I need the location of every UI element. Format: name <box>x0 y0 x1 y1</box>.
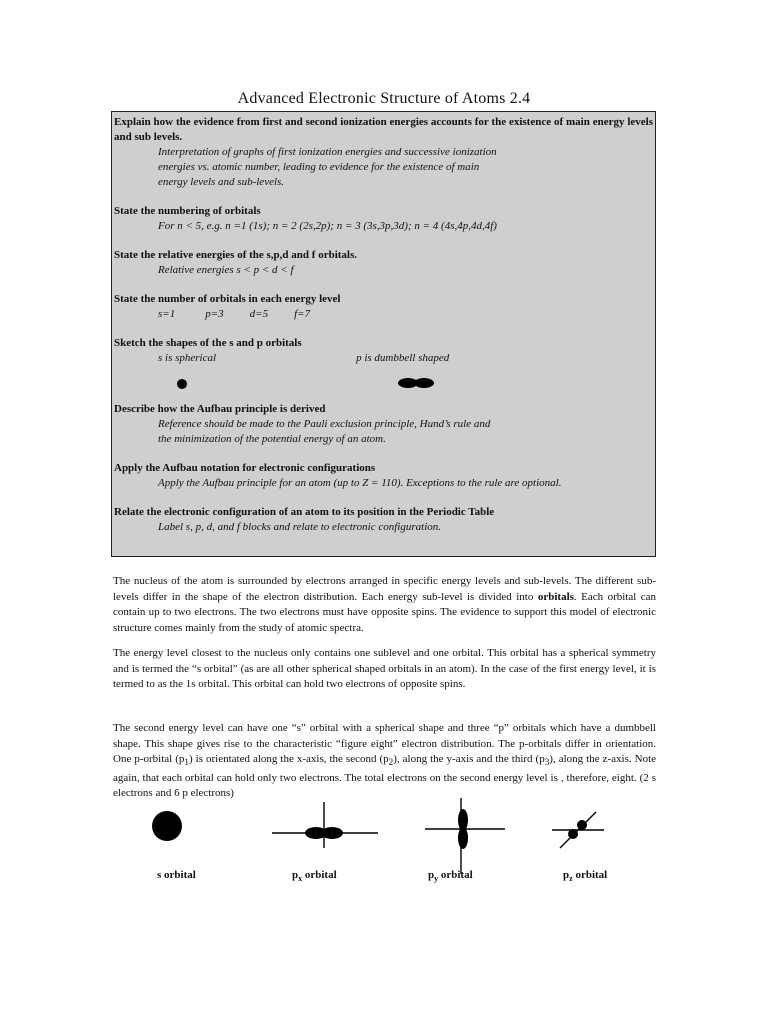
objective-answer: Apply the Aufbau principle for an atom (up to Z = 110). Exceptions to the rule are optional. <box>158 477 562 489</box>
s-orbital-label: s orbital <box>157 869 196 881</box>
paragraph-text: ) is orientated along the x-axis, the second (p <box>188 753 389 765</box>
subscript: 2 <box>388 757 394 768</box>
objective-answer: For n < 5, e.g. n =1 (1s); n = 2 (2s,2p); n = 3 (3s,3p,3d); n = 4 (4s,4p,4d,4f) <box>158 220 497 232</box>
count-p: p=3 <box>205 308 224 320</box>
orbital-counts <box>114 307 653 322</box>
label-subscript: y <box>434 874 439 884</box>
count-d: d=5 <box>249 308 269 320</box>
label-rest: orbital <box>302 869 337 881</box>
objective-question: Sketch the shapes of the s and p orbitals <box>114 337 302 349</box>
label-rest: orbital <box>572 869 608 881</box>
px-orbital-label <box>292 869 337 883</box>
label-rest: orbital <box>438 869 473 881</box>
paragraph-text: The energy level closest to the nucleus only contains one sublevel and one orbital. This orbital has a spherical symmetry and is termed the “s orbital” (as are all other spherical shaped orbitals in an atom). In the case of the first energy level, it is termed to as the 1s orbital. This orbital can hold two electrons of opposite spins. <box>113 647 656 690</box>
label-subscript: z <box>569 874 573 884</box>
px-orbital-diagram <box>270 800 380 850</box>
subscript: 3 <box>544 757 550 768</box>
objectives-box <box>111 111 656 557</box>
pz-orbital-diagram <box>550 808 610 852</box>
objective-answer: Reference should be made to the Pauli exclusion principle, Hund’s rule and <box>158 418 491 430</box>
paragraph-orbitals <box>113 574 656 636</box>
objective-question: State the number of orbitals in each energy level <box>114 293 341 305</box>
p-orbital-sketch <box>397 376 437 392</box>
objective-question: Relate the electronic configuration of an atom to its position in the Periodic Table <box>114 506 495 518</box>
label-subscript: x <box>298 874 303 884</box>
objective-answer: energy levels and sub-levels. <box>158 176 285 188</box>
paragraph-text: The second energy level can have one “s” orbital with a spherical shape and three “p” orbitals which have a dumbbell shape. This shape gives rise to the characteristic “figure eight” electron distribution. The p-orbitals differ in orientation. One p-orbital (p <box>113 722 656 765</box>
paragraph-text: The nucleus of the atom is surrounded by electrons arranged in specific energy levels and sub-levels. The different sub-levels differ in the shape of the electron distribution. Each energy sub-level is divided into <box>113 575 656 603</box>
py-orbital-diagram <box>423 796 507 876</box>
paragraph-text: ), along the y-axis and the third (p <box>393 753 545 765</box>
count-s: s=1 <box>158 308 176 320</box>
page-title: Advanced Electronic Structure of Atoms 2.4 <box>237 90 531 107</box>
objective-question: State the numbering of orbitals <box>114 205 261 217</box>
paragraph-p-orbitals <box>113 721 656 802</box>
s-orbital-diagram <box>148 808 188 848</box>
py-orbital-label <box>428 869 473 883</box>
paragraph-s-orbital <box>113 646 656 693</box>
objective-answer: the minimization of the potential energy of an atom. <box>158 433 386 445</box>
s-shape-text: s is spherical <box>158 352 217 364</box>
label-p: p <box>428 869 435 881</box>
pz-orbital-label <box>563 869 607 883</box>
objective-answer: Interpretation of graphs of first ionization energies and successive ionization <box>158 146 497 158</box>
subscript: 1 <box>184 757 189 768</box>
bold-term: orbitals <box>537 590 574 603</box>
objective-answer: energies vs. atomic number, leading to evidence for the existence of main <box>158 161 480 173</box>
objective-answer: Label s, p, d, and f blocks and relate to electronic configuration. <box>158 521 442 533</box>
objective-question: Explain how the evidence from first and second ionization energies accounts for the existence of main energy levels and sub levels. <box>114 116 653 143</box>
p-shape-text: p is dumbbell shaped <box>356 352 450 364</box>
objective-question: Apply the Aufbau notation for electronic configurations <box>114 462 376 474</box>
objective-answer: Relative energies s < p < d < f <box>158 264 294 276</box>
paragraph-text: ), along the z-axis. Note again, that each orbital can hold only two electrons. The total electrons on the second energy level is , therefore, eight. (2 s electrons and 6 p electrons) <box>113 753 657 800</box>
objective-question: State the relative energies of the s,p,d and f orbitals. <box>114 249 357 261</box>
count-f: f=7 <box>294 308 311 320</box>
label-p: p <box>563 869 570 881</box>
objective-question: Describe how the Aufbau principle is derived <box>114 403 326 415</box>
orbital-sketch-row <box>114 366 653 402</box>
s-orbital-sketch <box>176 378 190 392</box>
paragraph-text: . Each orbital can contain up to two electrons. The two electrons must have opposite spins. The evidence to support this model of electronic structure comes mainly from the study of atomic spectra. <box>113 590 657 634</box>
orbital-shape-answers <box>114 351 653 366</box>
label-p: p <box>292 869 299 881</box>
